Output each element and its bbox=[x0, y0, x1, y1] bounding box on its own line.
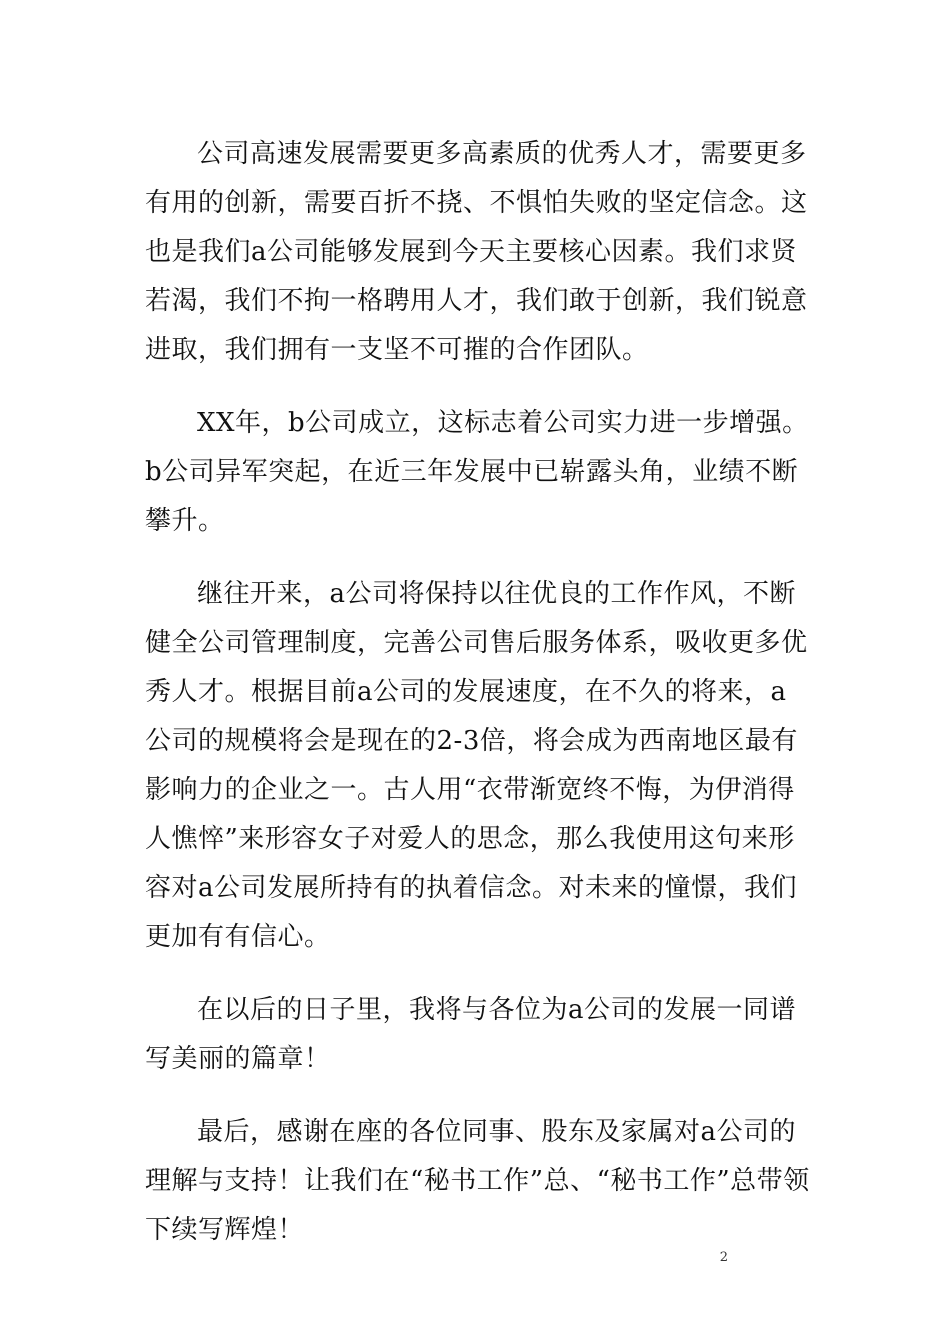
document-body bbox=[145, 130, 810, 1279]
paragraph-b-company: XX年，b公司成立，这标志着公司实力进一步增强。b公司异军突起，在近三年发展中已崭露头角，业绩不断攀升。 bbox=[145, 408, 809, 536]
paragraph-future: 继往开来，a公司将保持以往优良的工作作风，不断健全公司管理制度，完善公司售后服务体系，吸收更多优秀人才。根据目前a公司的发展速度，在不久的将来，a公司的规模将会是现在的2-3倍，将会成为西南地区最有影响力的企业之一。古人用“衣带渐宽终不悔，为伊消得人憔悴”来形容女子对爱人的思念，那么我使用这句来形容对a公司发展所持有的执着信念。对未来的憧憬，我们更加有有信心。 bbox=[145, 579, 808, 952]
paragraph-thanks: 最后，感谢在座的各位同事、股东及家属对a公司的理解与支持！让我们在“秘书工作”总、“秘书工作”总带领下续写辉煌！ bbox=[145, 1117, 810, 1245]
paragraph-together: 在以后的日子里，我将与各位为a公司的发展一同谱写美丽的篇章！ bbox=[145, 995, 797, 1074]
page-number: 2 bbox=[719, 1250, 728, 1265]
paragraph-talent: 公司高速发展需要更多高素质的优秀人才，需要更多有用的创新，需要百折不挠、不惧怕失败的坚定信念。这也是我们a公司能够发展到今天主要核心因素。我们求贤若渴，我们不拘一格聘用人才，我们敢于创新，我们锐意进取，我们拥有一支坚不可摧的合作团队。 bbox=[145, 139, 808, 365]
